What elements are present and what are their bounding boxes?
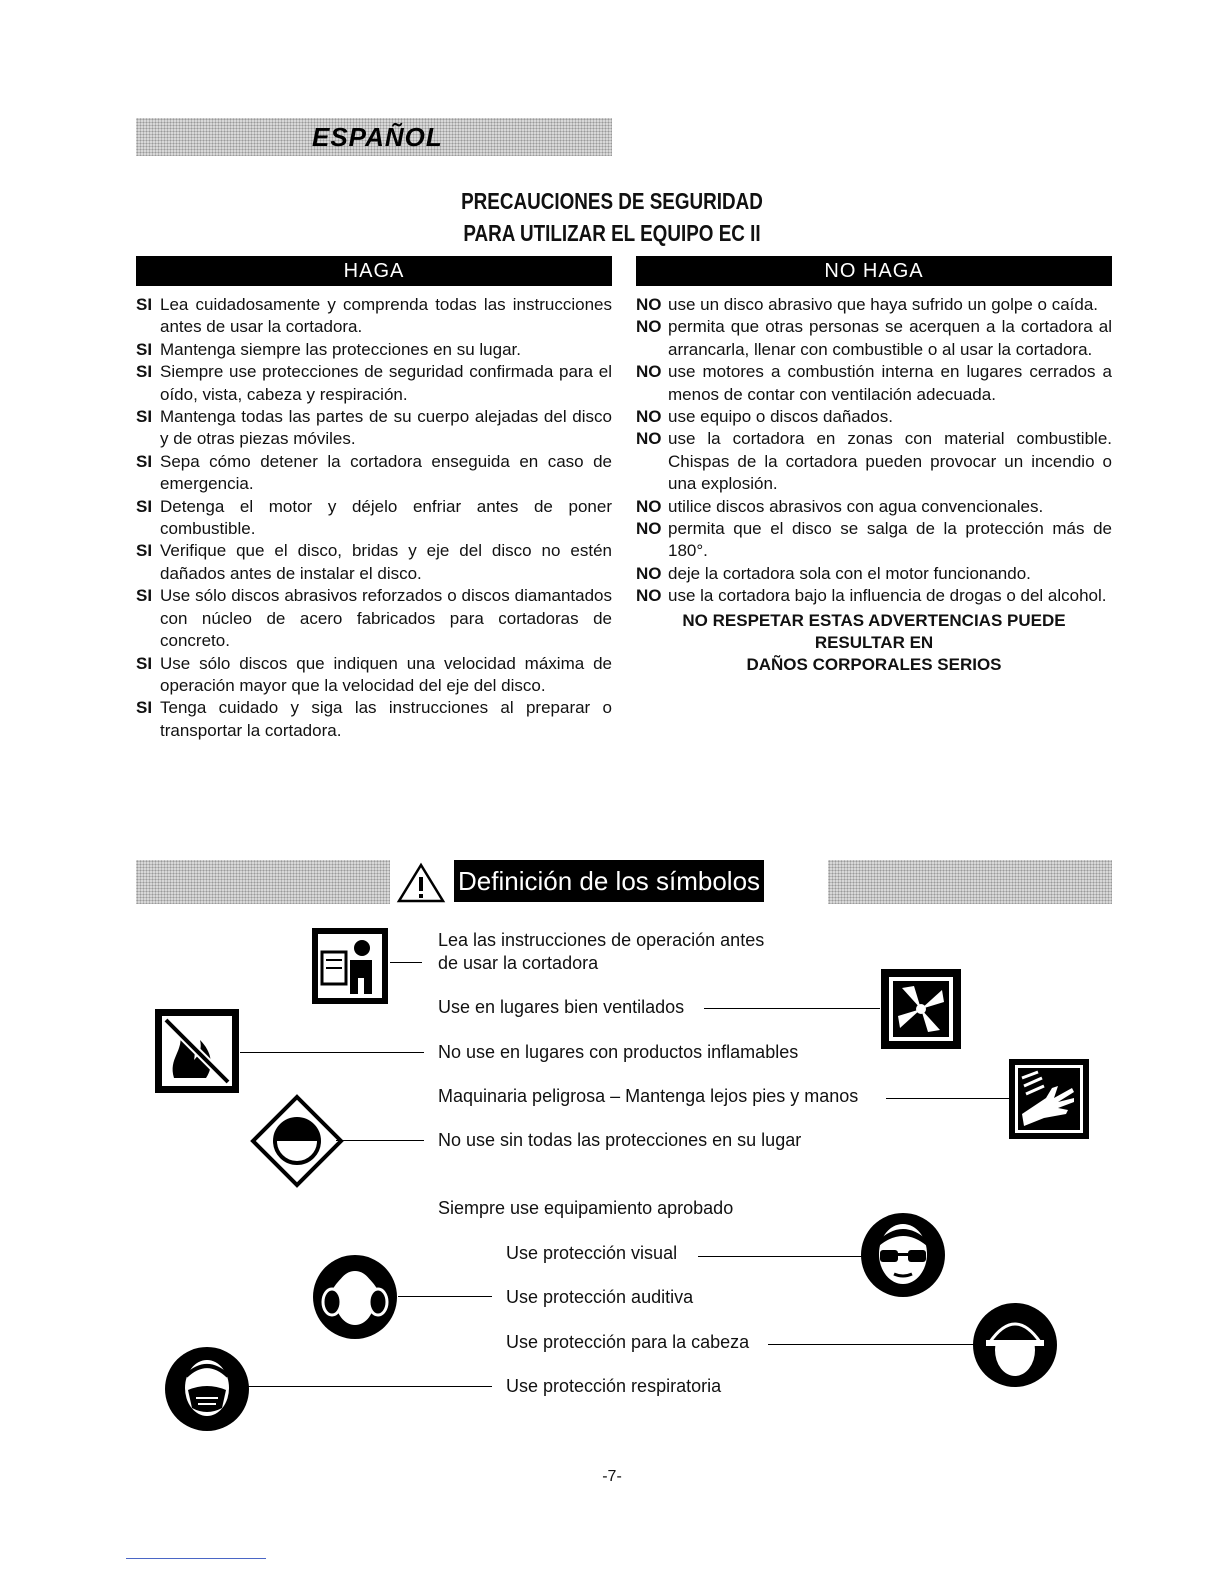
list-item: NO use la cortadora bajo la influencia de drogas o del alcohol. — [636, 586, 1107, 606]
page-title-line2: PARA UTILIZAR EL EQUIPO EC II — [463, 220, 761, 246]
list-item: SI Sepa cómo detener la cortadora enseguida en caso de emergencia. — [136, 451, 612, 494]
ventilation-fan-icon — [880, 968, 962, 1050]
eye-protection-text: Use protección visual — [506, 1243, 678, 1263]
head-protection-text: Use protección para la cabeza — [506, 1332, 750, 1352]
guard-diamond-icon — [250, 1094, 344, 1188]
ear-protection-text: Use protección auditiva — [506, 1287, 694, 1307]
list-item: SI Mantenga todas las partes de su cuerpo alejadas del disco y de otras piezas móviles. — [136, 407, 612, 449]
dont-column-header: NO HAGA — [636, 256, 1112, 286]
read-manual-text-2: de usar la cortadora — [438, 953, 599, 973]
list-item: NO use equipo o discos dañados. — [636, 407, 893, 427]
read-manual-icon — [310, 926, 390, 1006]
warning-triangle-icon — [396, 862, 446, 904]
dangerous-machinery-text: Maquinaria peligrosa – Mantenga lejos pies y manos — [438, 1086, 859, 1106]
list-item: NO permita que otras personas se acerquen a la cortadora al arrancarla, llenar con combustible o al usar la cortadora. — [636, 317, 1112, 359]
warning-line2: DAÑOS CORPORALES SERIOS — [746, 655, 1002, 674]
language-label: ESPAÑOL — [312, 122, 443, 152]
respiratory-protection-icon — [164, 1346, 250, 1432]
list-item: SI Detenga el motor y déjelo enfriar antes de poner combustible. — [136, 496, 612, 539]
list-item: NO deje la cortadora sola con el motor funcionando. — [636, 563, 1031, 583]
do-column-header: HAGA — [136, 256, 612, 286]
respiratory-protection-text: Use protección respiratoria — [506, 1376, 722, 1396]
dont-list — [636, 294, 1112, 608]
no-flammables-text: No use en lugares con productos inflamables — [438, 1042, 799, 1062]
page-number: -7- — [602, 1468, 622, 1485]
ear-protection-icon — [312, 1254, 398, 1340]
list-item: SI Tenga cuidado y siga las instrucciones al preparar o transportar la cortadora. — [136, 698, 612, 740]
guards-text: No use sin todas las protecciones en su lugar — [438, 1130, 802, 1150]
footer-divider — [126, 1558, 266, 1559]
symbols-title: Definición de los símbolos — [454, 860, 764, 902]
list-item: NO permita que el disco se salga de la protección más de 180°. — [636, 519, 1112, 561]
list-item: SI Lea cuidadosamente y comprenda todas las instrucciones antes de usar la cortadora. — [136, 295, 612, 337]
ventilated-text: Use en lugares bien ventilados — [438, 997, 685, 1017]
eye-protection-icon — [860, 1212, 946, 1298]
warning-line1: NO RESPETAR ESTAS ADVERTENCIAS PUEDE RESULTAR EN — [682, 611, 1066, 652]
hand-hazard-icon — [1008, 1058, 1090, 1140]
list-item: SI Mantenga siempre las protecciones en su lugar. — [136, 339, 521, 359]
list-item: NO use un disco abrasivo que haya sufrido un golpe o caída. — [636, 295, 1099, 314]
page-title-line1: PRECAUCIONES DE SEGURIDAD — [461, 188, 763, 214]
warning-text — [636, 610, 1112, 676]
list-item: SI Use sólo discos abrasivos reforzados o discos diamantados con núcleo de acero fabricados para cortadoras de concreto. — [136, 586, 612, 651]
read-manual-text-1: Lea las instrucciones de operación antes — [438, 930, 765, 950]
list-item: SI Use sólo discos que indiquen una velocidad máxima de operación mayor que la velocidad del eje del disco. — [136, 653, 612, 695]
list-item: NO use la cortadora en zonas con material combustible. Chispas de la cortadora pueden provocar un incendio o una explosión. — [636, 429, 1112, 494]
do-list — [136, 294, 612, 742]
approved-equipment-text: Siempre use equipamiento aprobado — [438, 1198, 734, 1218]
symbols-banner-left — [136, 860, 390, 904]
list-item: NO use motores a combustión interna en lugares cerrados a menos de contar con ventilación adecuada. — [636, 362, 1112, 404]
list-item: SI Siempre use protecciones de seguridad confirmada para el oído, vista, cabeza y respiración. — [136, 362, 612, 404]
no-flammables-icon — [154, 1008, 240, 1094]
head-protection-icon — [972, 1302, 1058, 1388]
symbols-banner-right — [828, 860, 1112, 904]
list-item: SI Verifique que el disco, bridas y eje del disco no estén dañados antes de instalar el disco. — [136, 541, 612, 583]
list-item: NO utilice discos abrasivos con agua convencionales. — [636, 496, 1044, 516]
